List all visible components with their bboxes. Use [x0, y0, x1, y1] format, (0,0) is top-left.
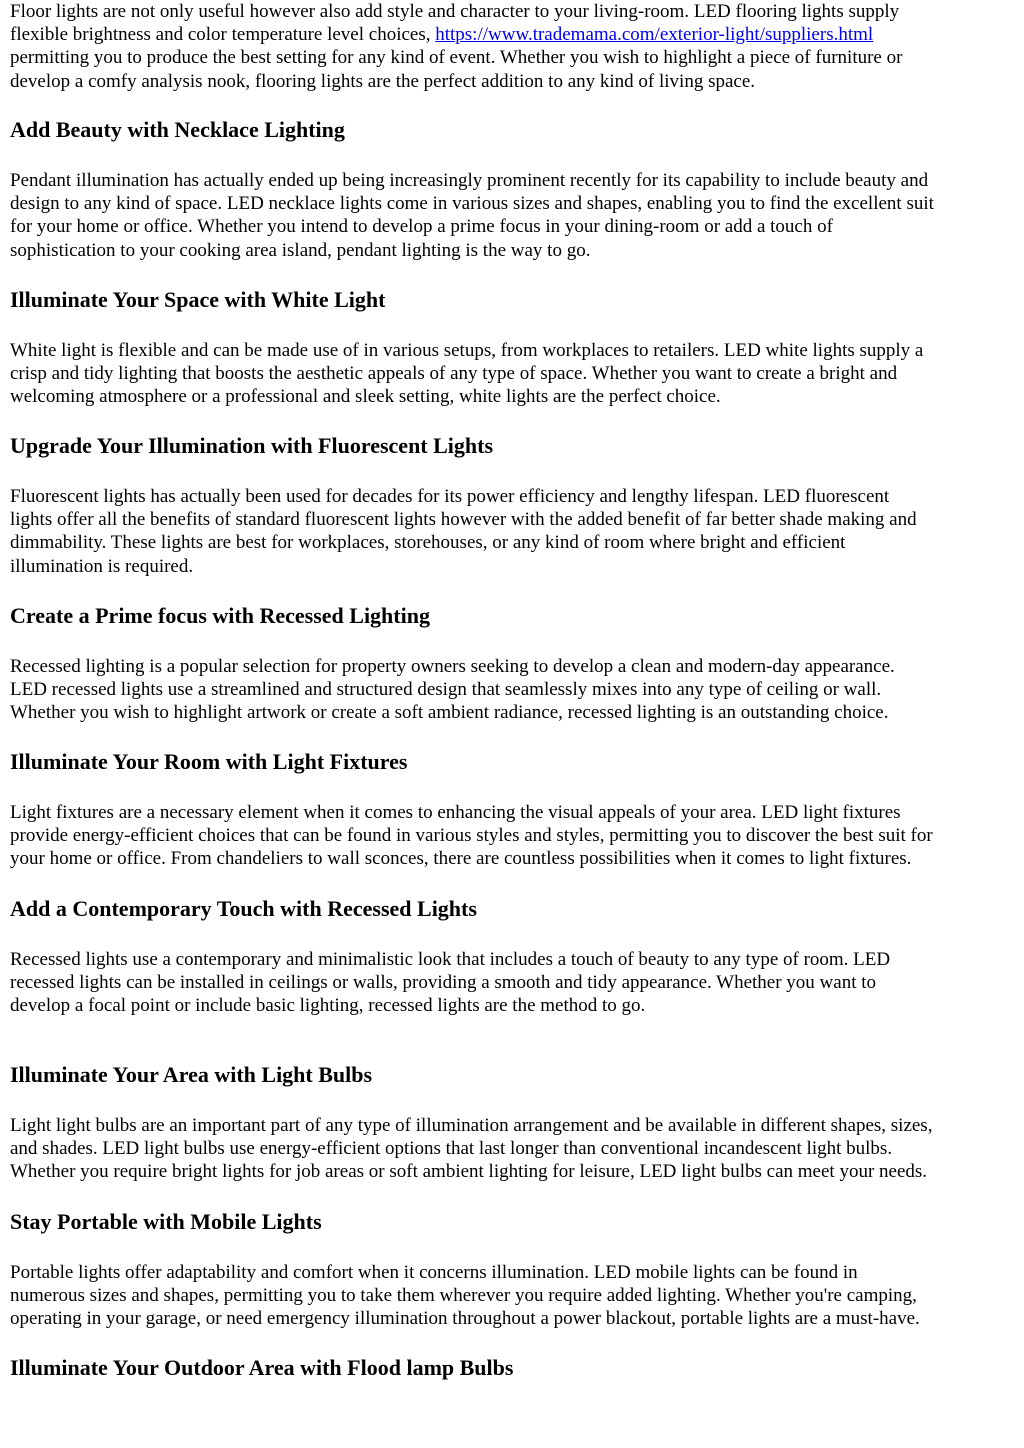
section-heading-block: [10, 1062, 1020, 1088]
paragraph-line: develop a comfy analysis nook, flooring lights are the perfect addition to any kind of living space.: [10, 70, 756, 92]
paragraph-line: White light is flexible and can be made use of in various setups, from workplaces to retailers. LED white lights supply a: [10, 340, 924, 361]
section-heading: Add Beauty with Necklace Lighting: [10, 117, 345, 142]
paragraph-line: Pendant illumination has actually ended up being increasingly prominent recently for its capability to include beauty and: [10, 170, 929, 191]
section-paragraph-block: [10, 485, 1020, 578]
section-heading-block: [10, 117, 1020, 143]
section-paragraph: [10, 1114, 1020, 1184]
section-heading-block: [10, 603, 1020, 629]
section-paragraph-block: [10, 801, 1020, 871]
intro-paragraph: [10, 0, 1020, 93]
section-heading: Illuminate Your Room with Light Fixtures: [10, 749, 408, 774]
paragraph-line: permitting you to produce the best setting for any kind of event. Whether you wish to highlight a piece of furniture or: [10, 47, 903, 69]
paragraph-line: [10, 23, 1020, 46]
section-heading: Illuminate Your Space with White Light: [10, 287, 386, 312]
paragraph-line: LED recessed lights use a streamlined and structured design that seamlessly mixes into any type of ceiling or wall.: [10, 679, 882, 701]
section-paragraph: [10, 485, 1020, 578]
paragraph-line: and shades. LED light bulbs use energy-efficient options that last longer than conventional incandescent light bulbs.: [10, 1138, 893, 1160]
section-paragraph-block: [10, 339, 1020, 409]
supplier-link[interactable]: https://www.trademama.com/exterior-light/suppliers.html: [435, 24, 874, 46]
section-heading: Stay Portable with Mobile Lights: [10, 1209, 322, 1234]
paragraph-line: provide energy-efficient choices that can be found in various styles and styles, permitting you to discover the best suit for: [10, 825, 933, 847]
section-paragraph-block: [10, 948, 1020, 1018]
paragraph-text: flexible brightness and color temperature level choices,: [10, 24, 436, 46]
paragraph-line: dimmability. These lights are best for workplaces, storehouses, or any kind of room where bright and efficient: [10, 532, 846, 554]
section-paragraph: [10, 169, 1020, 262]
paragraph-line: recessed lights can be installed in ceilings or walls, providing a smooth and tidy appearance. Whether you want to: [10, 972, 877, 994]
paragraph-line: numerous sizes and shapes, permitting you to take them wherever you require added lighting. Whether you're camping,: [10, 1285, 917, 1307]
paragraph-line: Recessed lights use a contemporary and minimalistic look that includes a touch of beauty to any type of room. LED: [10, 949, 891, 970]
paragraph-line: Whether you wish to highlight artwork or create a soft ambient radiance, recessed lighting is an outstanding choice.: [10, 702, 889, 724]
section-paragraph: [10, 655, 1020, 725]
section-heading-block: [10, 896, 1020, 922]
paragraph-line: design to any kind of space. LED necklace lights come in various sizes and shapes, enabling you to find the excellent suit: [10, 193, 934, 215]
section-paragraph: [10, 1261, 1020, 1331]
paragraph-line: Recessed lighting is a popular selection for property owners seeking to develop a clean and modern-day appearance.: [10, 656, 895, 677]
paragraph-line: operating in your garage, or need emergency illumination throughout a power blackout, portable lights are a must-have.: [10, 1308, 920, 1330]
section-paragraph-block: [10, 655, 1020, 725]
section-paragraph: [10, 948, 1020, 1018]
section-paragraph: [10, 801, 1020, 871]
section-heading-block: [10, 749, 1020, 775]
paragraph-line: Fluorescent lights has actually been used for decades for its power efficiency and lengthy lifespan. LED fluorescent: [10, 486, 890, 507]
section-paragraph-block: [10, 1114, 1020, 1184]
paragraph-line: develop a focal point or include basic lighting, recessed lights are the method to go.: [10, 995, 646, 1017]
section-paragraph-block: [10, 169, 1020, 262]
paragraph-line: your home or office. From chandeliers to wall sconces, there are countless possibilities when it comes to light fixtures.: [10, 848, 912, 870]
paragraph-line: crisp and tidy lighting that boosts the aesthetic appeals of any type of space. Whether you want to create a bright and: [10, 363, 898, 385]
section-heading-block: [10, 287, 1020, 313]
section-paragraph: [10, 339, 1020, 409]
section-heading-block: [10, 1209, 1020, 1235]
paragraph-line: Light light bulbs are an important part of any type of illumination arrangement and be available in different shapes, sizes,: [10, 1115, 933, 1136]
section-heading: Illuminate Your Outdoor Area with Flood lamp Bulbs: [10, 1355, 514, 1380]
section-heading: Illuminate Your Area with Light Bulbs: [10, 1062, 373, 1087]
paragraph-line: welcoming atmosphere or a professional and sleek setting, white lights are the perfect choice.: [10, 386, 721, 408]
paragraph-line: lights offer all the benefits of standard fluorescent lights however with the added benefit of far better shade making and: [10, 509, 917, 531]
section-heading-block: [10, 433, 1020, 459]
section-paragraph-block: [10, 1261, 1020, 1331]
intro-paragraph-block: [10, 0, 1020, 93]
paragraph-line: Whether you require bright lights for job areas or soft ambient lighting for leisure, LED light bulbs can meet your needs.: [10, 1161, 928, 1183]
paragraph-line: for your home or office. Whether you intend to develop a prime focus in your dining-room or add a touch of: [10, 216, 833, 238]
paragraph-line: Light fixtures are a necessary element when it comes to enhancing the visual appeals of your area. LED light fixtures: [10, 802, 901, 823]
paragraph-line: Floor lights are not only useful however also add style and character to your living-room. LED flooring lights supply: [10, 1, 900, 22]
section-heading: Create a Prime focus with Recessed Lighting: [10, 603, 430, 628]
paragraph-line: sophistication to your cooking area island, pendant lighting is the way to go.: [10, 239, 591, 261]
paragraph-line: Portable lights offer adaptability and comfort when it concerns illumination. LED mobile lights can be found in: [10, 1262, 858, 1283]
section-heading-block: [10, 1355, 1020, 1381]
section-heading: Add a Contemporary Touch with Recessed Lights: [10, 896, 477, 921]
paragraph-line: illumination is required.: [10, 555, 194, 577]
section-heading: Upgrade Your Illumination with Fluorescent Lights: [10, 433, 494, 458]
